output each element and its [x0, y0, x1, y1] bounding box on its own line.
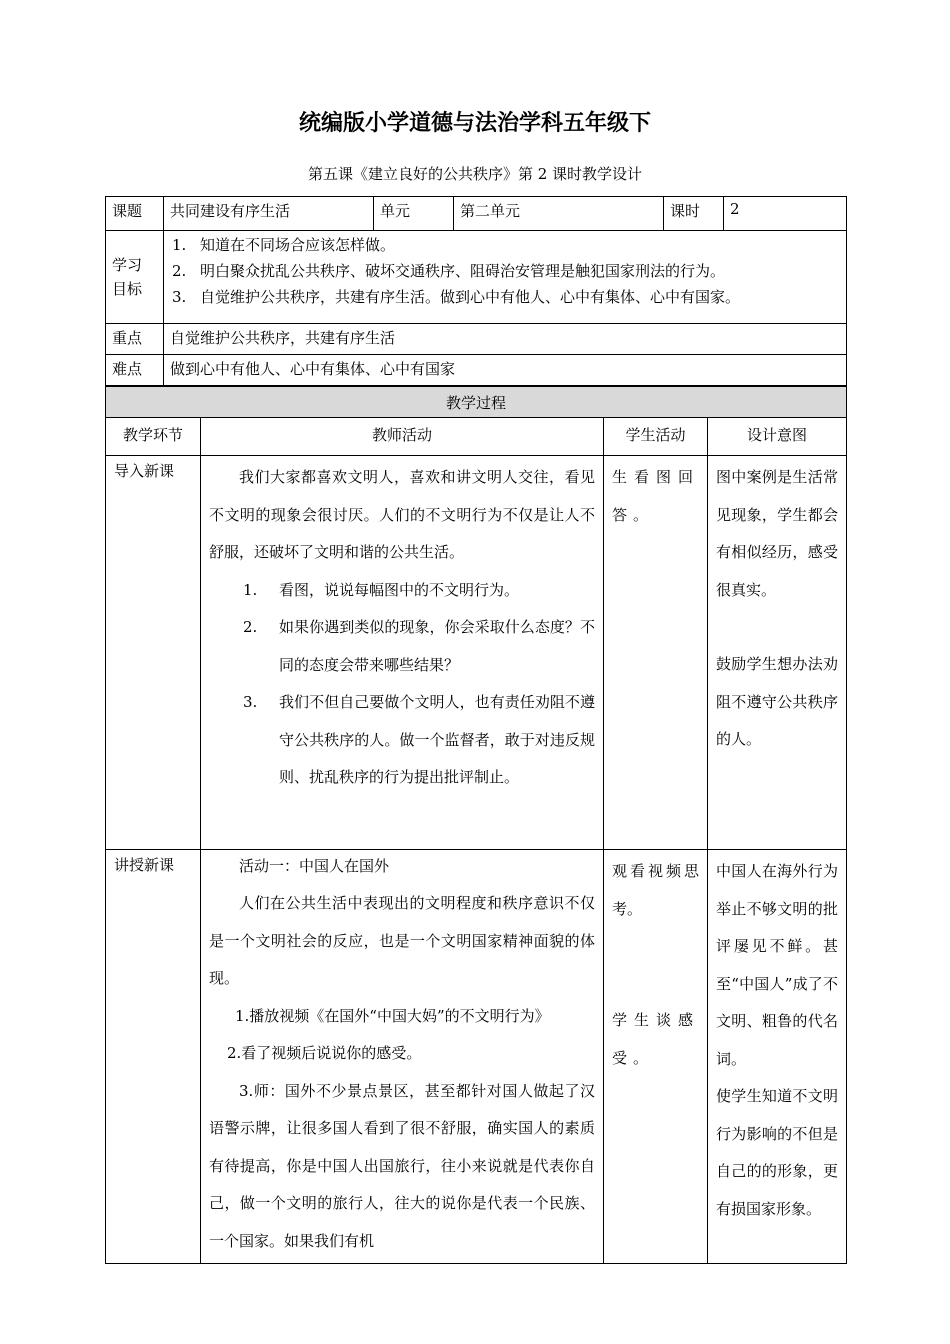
info-row-goals	[106, 231, 847, 324]
goal-item	[170, 232, 840, 258]
student-spacer	[612, 965, 699, 1002]
process-row-intro	[106, 456, 847, 850]
difficulty-label: 难点	[106, 355, 164, 386]
unit-value: 第二单元	[454, 197, 664, 231]
lecture-activity-title: 活动一：中国人在国外	[239, 857, 390, 875]
info-row-topic	[106, 197, 847, 231]
document-subtitle: 第五课《建立良好的公共秩序》第 2 课时教学设计	[307, 165, 643, 183]
process-table	[105, 386, 847, 1264]
key-label: 重点	[106, 324, 164, 355]
period-value: 2	[724, 197, 847, 231]
intro-item	[209, 572, 595, 610]
header-teacher: 教师活动	[201, 418, 604, 456]
lecture-step-2: 2.看了视频后说说你的感受。	[227, 1044, 422, 1062]
process-band-title: 教学过程	[106, 387, 847, 418]
goal-item	[170, 284, 840, 310]
intro-item	[209, 684, 595, 797]
process-band	[106, 387, 847, 418]
goal-item	[170, 258, 840, 284]
lecture-step-3: 3.师：国外不少景点景区，甚至都针对国人做起了汉语警示牌，让很多国人看到了很不舒服，确实国人的素质有待提高，你是中国人出国旅行，往小来说就是代表你自己，做一个文明的旅行人，往大的说你是代表一个民族、一个国家。如果我们有机	[209, 1081, 595, 1250]
goals-label: 学习目标	[106, 231, 164, 324]
lecture-intent-2: 使学生知道不文明行为影响的不但是自己的的形象，更有损国家形象。	[716, 1087, 839, 1218]
lecture-step-1: 1.播放视频《在国外“中国大妈”的不文明行为》	[235, 1006, 550, 1025]
intro-intent-2: 鼓励学生想办法劝阻不遵守公共秩序的人。	[716, 655, 839, 748]
intro-item	[209, 609, 595, 684]
intro-paragraph: 我们大家都喜欢文明人，喜欢和讲文明人交往，看见不文明的现象会很讨厌。人们的不文明行为不仅是让人不舒服，还破坏了文明和谐的公共生活。	[209, 468, 595, 561]
info-row-key	[106, 324, 847, 355]
goal-number: 2.	[172, 262, 187, 280]
student-spacer	[612, 928, 699, 965]
unit-label: 单元	[374, 197, 454, 231]
info-row-difficulty	[106, 355, 847, 386]
intro-item-number: 1.	[243, 580, 258, 599]
intro-design-intent	[708, 456, 847, 850]
header-student: 学生活动	[604, 418, 708, 456]
intent-spacer	[716, 609, 838, 646]
intro-student-activity: 生看图回答。	[604, 456, 708, 850]
goal-text: 知道在不同场合应该怎样做。	[200, 236, 396, 254]
key-value: 自觉维护公共秩序，共建有序生活	[164, 324, 847, 355]
header-stage: 教学环节	[106, 418, 201, 456]
intro-teacher-activity	[201, 456, 604, 850]
lecture-teacher-activity	[201, 850, 604, 1264]
intro-item-number: 2.	[243, 618, 258, 636]
topic-value: 共同建设有序生活	[164, 197, 374, 231]
goal-number: 3.	[172, 288, 187, 306]
difficulty-value: 做到心中有他人、心中有集体、心中有国家	[164, 355, 847, 386]
goal-text: 自觉维护公共秩序，共建有序生活。做到心中有他人、心中有集体、心中有国家。	[200, 288, 741, 306]
intro-item-text: 我们不但自己要做个文明人，也有责任劝阻不遵守公共秩序的人。做一个监督者，敢于对违反规则、扰乱秩序的行为提出批评制止。	[279, 693, 595, 786]
lecture-student-activity	[604, 850, 708, 1264]
intro-stage: 导入新课	[106, 456, 201, 850]
intro-item-text: 看图，说说每幅图中的不文明行为。	[279, 580, 520, 599]
lecture-student-2: 学生谈感受。	[612, 1011, 699, 1067]
process-header-row	[106, 418, 847, 456]
goals-list	[164, 231, 847, 324]
goal-number: 1.	[172, 236, 187, 254]
intro-intent-1: 图中案例是生活常见现象，学生都会有相似经历，感受很真实。	[716, 468, 839, 599]
period-label: 课时	[664, 197, 724, 231]
info-table	[105, 196, 847, 386]
header-intent: 设计意图	[708, 418, 847, 456]
intro-item-text: 如果你遇到类似的现象，你会采取什么态度？不同的态度会带来哪些结果？	[279, 618, 595, 674]
process-row-lecture	[106, 850, 847, 1264]
lecture-paragraph: 人们在公共生活中表现出的文明程度和秩序意识不仅是一个文明社会的反应，也是一个文明国家精神面貌的体现。	[209, 894, 595, 987]
goal-text: 明白聚众扰乱公共秩序、破坏交通秩序、阻碍治安管理是触犯国家刑法的行为。	[200, 262, 726, 280]
lecture-stage: 讲授新课	[106, 850, 201, 1264]
topic-label: 课题	[106, 197, 164, 231]
lecture-student-1: 观看视频思考。	[612, 862, 699, 918]
lecture-design-intent	[708, 850, 847, 1264]
document-title: 统编版小学道德与法治学科五年级下	[298, 110, 651, 136]
lecture-intent-1: 中国人在海外行为举止不够文明的批评屡见不鲜。甚至“中国人”成了不文明、粗鲁的代名词。	[716, 862, 839, 1068]
intro-item-number: 3.	[243, 693, 258, 711]
